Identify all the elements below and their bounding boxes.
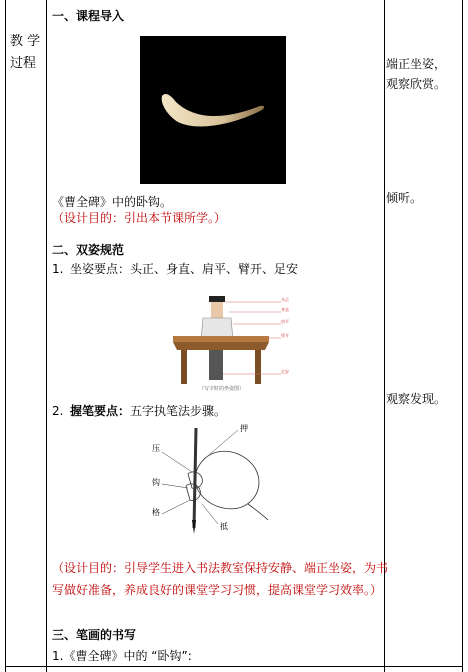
desk-tag-5: 足安 — [281, 369, 289, 374]
sitting-label: 坐姿要点： — [70, 262, 131, 276]
pen-grip-label: 握笔要点： — [70, 404, 131, 418]
right-col-r1-line2: 观察欣赏。 — [386, 77, 447, 91]
hand-tag-3: 格 — [152, 508, 160, 517]
section2-purpose-line2: 写做好准备，养成良好的课堂学习习惯，提高课堂学习效率。） — [52, 583, 383, 597]
column-divider-left — [46, 0, 47, 672]
hand-tag-4: 押 — [240, 424, 248, 433]
section2-item2-num: 2. — [52, 404, 64, 418]
desk-figure-icon — [153, 282, 299, 400]
sitting-posture-image — [153, 282, 299, 400]
right-col-r1-line1: 端正坐姿， — [386, 57, 447, 71]
section2-title: 二、双姿规范 — [52, 243, 125, 257]
pen-grip-text: 五字执笔法步骤。 — [130, 404, 227, 418]
section1-title: 一、课程导入 — [52, 9, 125, 23]
section2-item1-num: 1. — [52, 262, 64, 276]
section2-item2 — [70, 403, 226, 419]
left-col-label-2: 过程 — [10, 56, 37, 71]
section3-item1: 1.《曹全碑》中的 “卧钩”: — [52, 649, 192, 663]
section2-purpose-line1: （设计目的：引导学生进入书法教室保持安静、端正坐姿，为书 — [52, 561, 389, 575]
section3-title: 三、笔画的书写 — [52, 628, 137, 642]
right-col-r2: 倾听。 — [386, 191, 423, 205]
section1-purpose: （设计目的：引出本节课所学。） — [52, 211, 227, 225]
left-col-label-1: 教 学 — [10, 34, 41, 49]
stroke-icon — [140, 36, 286, 184]
section1-caption: 《曹全碑》中的卧钩。 — [52, 195, 173, 209]
hand-tag-2: 钩 — [152, 478, 160, 487]
right-col-r3: 观察发现。 — [386, 392, 447, 406]
desk-tag-3: 肩平 — [281, 319, 289, 324]
desk-tag-2: 身直 — [281, 307, 289, 312]
row-divider — [6, 666, 462, 667]
hand-tag-5: 抵 — [220, 522, 228, 531]
pen-grip-image — [148, 424, 270, 536]
desk-tag-4: 臂开 — [281, 333, 289, 338]
sitting-text: 头正、身直、肩平、臂开、足安 — [130, 262, 299, 276]
brush-stroke-image — [140, 36, 286, 184]
section2-item1 — [70, 261, 298, 277]
hand-tag-1: 压 — [152, 444, 160, 453]
desk-caption: （写字时的坐姿图） — [199, 386, 245, 392]
desk-tag-1: 头正 — [281, 297, 289, 302]
hand-figure-icon — [148, 424, 270, 536]
